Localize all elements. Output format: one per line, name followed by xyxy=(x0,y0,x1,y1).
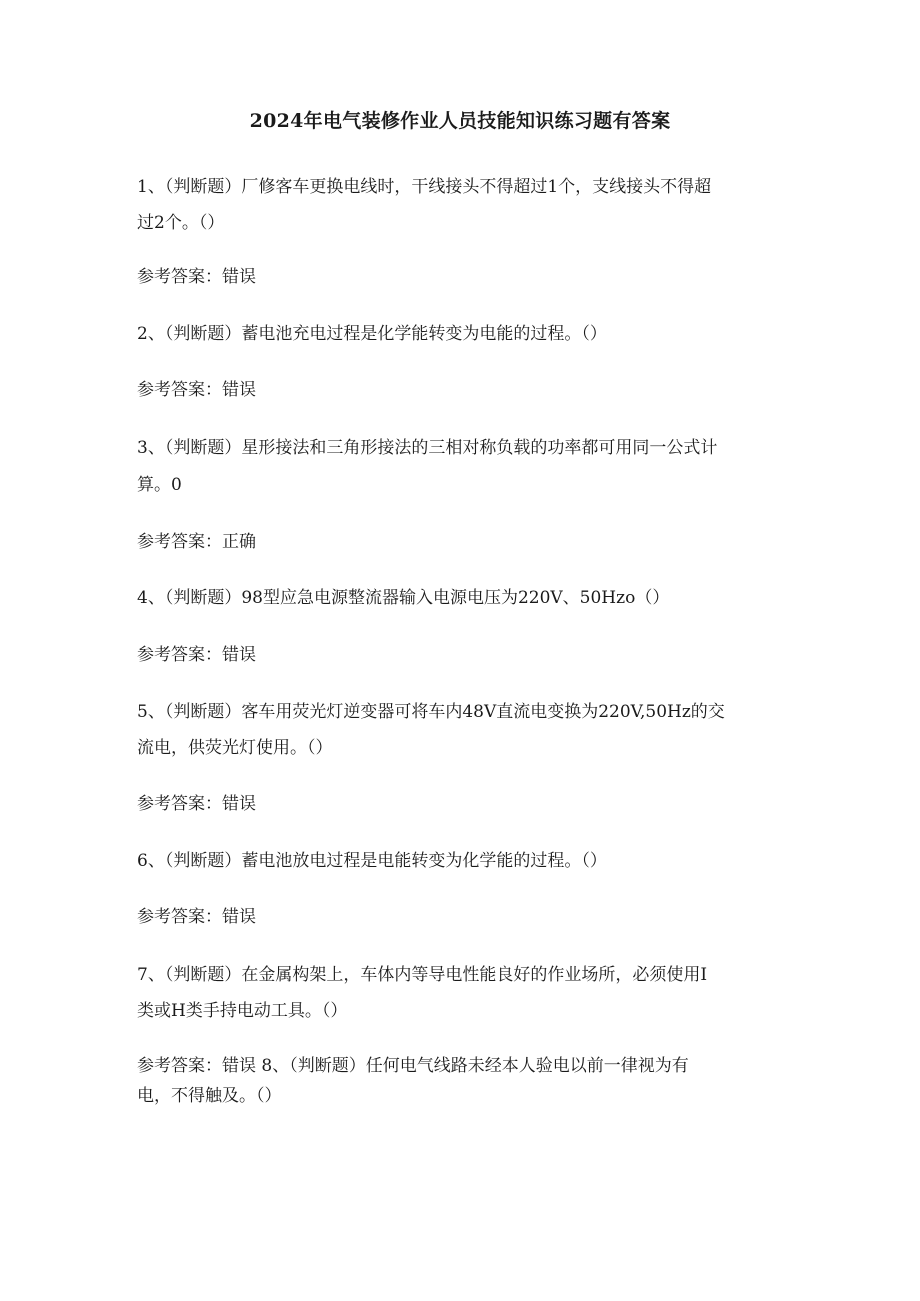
question-6-line-1: 6、（判断题）蓄电池放电过程是电能转变为化学能的过程。（） xyxy=(137,851,607,871)
question-7-line-1: 7、（判断题）在金属构架上，车体内等导电性能良好的作业场所，必须使用I xyxy=(137,965,708,985)
answer-7-with-question-8: 参考答案：错误 8、（判断题）任何电气线路未经本人验电以前一律视为有 xyxy=(137,1056,689,1076)
question-4-line-1: 4、（判断题）98型应急电源整流器输入电源电压为220V、50Hzo（） xyxy=(137,588,670,608)
question-1-line-1: 1、（判断题）厂修客车更换电线时，干线接头不得超过1个，支线接头不得超 xyxy=(137,177,712,197)
question-5-line-2: 流电，供荧光灯使用。（） xyxy=(137,738,333,758)
question-7-line-2: 类或H类手持电动工具。（） xyxy=(137,1001,348,1021)
question-3-line-1: 3、（判断题）星形接法和三角形接法的三相对称负载的功率都可用同一公式计 xyxy=(137,438,718,458)
answer-3: 参考答案：正确 xyxy=(137,532,256,552)
question-2-line-1: 2、（判断题）蓄电池充电过程是化学能转变为电能的过程。（） xyxy=(137,324,607,344)
answer-6: 参考答案：错误 xyxy=(137,907,256,927)
question-1-line-2: 过2个。（） xyxy=(137,213,225,233)
question-3-line-2: 算。0 xyxy=(137,475,182,495)
document-title: 2024年电气装修作业人员技能知识练习题有答案 xyxy=(249,110,671,132)
answer-1: 参考答案：错误 xyxy=(137,267,256,287)
answer-4: 参考答案：错误 xyxy=(137,645,256,665)
answer-5: 参考答案：错误 xyxy=(137,794,256,814)
question-8-line-2: 电，不得触及。（） xyxy=(137,1086,282,1106)
question-5-line-1: 5、（判断题）客车用荧光灯逆变器可将车内48V直流电变换为220V,50Hz的交 xyxy=(137,702,725,722)
answer-2: 参考答案：错误 xyxy=(137,380,256,400)
